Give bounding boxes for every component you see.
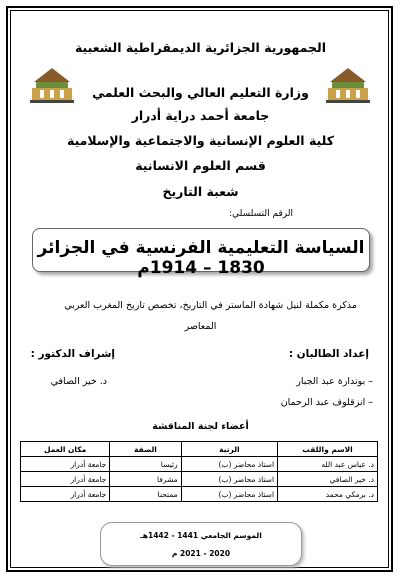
student-name-2: – انزقلوف عبد الرحمان [280,397,373,408]
thesis-title-box [32,228,370,278]
committee-heading: أعضاء لجنة المناقشة [152,421,249,432]
season-gregorian: 2020 - 2021 م [171,549,231,558]
serial-number-label: الرقم التسلسلي: [229,209,293,219]
committee-table [20,441,378,502]
member-name: د. خير الصافي [278,472,378,487]
member-rank: استاذ محاضر (ب) [181,487,277,502]
member-role: مشرفا [110,472,181,487]
member-name: د. برمكي محمد [278,487,378,502]
department-line: قسم العلوم الانسانية [135,158,266,173]
member-rank: استاذ محاضر (ب) [181,472,277,487]
table-row [21,472,378,487]
member-role: رئيسا [110,457,181,472]
memo-line-2: المعاصر [184,321,217,332]
supervisor-name: د. خير الصافي [50,376,107,387]
university-line: جامعة أحمد دراية أدرار [131,108,270,123]
academic-season-box [100,522,302,566]
supervisor-label: إشراف الدكتور : [30,348,115,360]
member-workplace: جامعة أدرار [21,487,110,502]
branch-line: شعبة التاريخ [162,184,239,199]
member-name: د. عباس عبد الله [278,457,378,472]
table-header-row [21,442,378,457]
table-row [21,487,378,502]
ministry-line: وزارة التعليم العالي والبحث العلمي [92,85,309,100]
member-workplace: جامعة أدرار [21,472,110,487]
student-name-1: – بوتدارة عبد الجبار [296,376,373,387]
column-header-name: الاسم واللقب [278,442,378,457]
republic-line: الجمهورية الجزائرية الديمقراطية الشعبية [74,40,327,55]
faculty-line: كلية العلوم الإنسانية والاجتماعية والإسلامية [66,133,334,148]
column-header-rank: الرتبة [181,442,277,457]
students-label: إعداد الطالبان : [288,348,369,360]
table-row [21,457,378,472]
thesis-title: السياسة التعليمية الفرنسية في الجزائر 1830 – 1914م [37,238,365,278]
member-role: ممتحنا [110,487,181,502]
season-hijri: الموسم الجامعي 1441 - 1442هـ [140,531,262,540]
column-header-role: الصفة [110,442,181,457]
member-rank: استاذ محاضر (ب) [181,457,277,472]
member-workplace: جامعة أدرار [21,457,110,472]
column-header-workplace: مكان العمل [21,442,110,457]
memo-line-1: مذكرة مكملة لنيل شهادة الماستر في التاريخ، تخصص تاريخ المغرب العربي [64,300,357,311]
